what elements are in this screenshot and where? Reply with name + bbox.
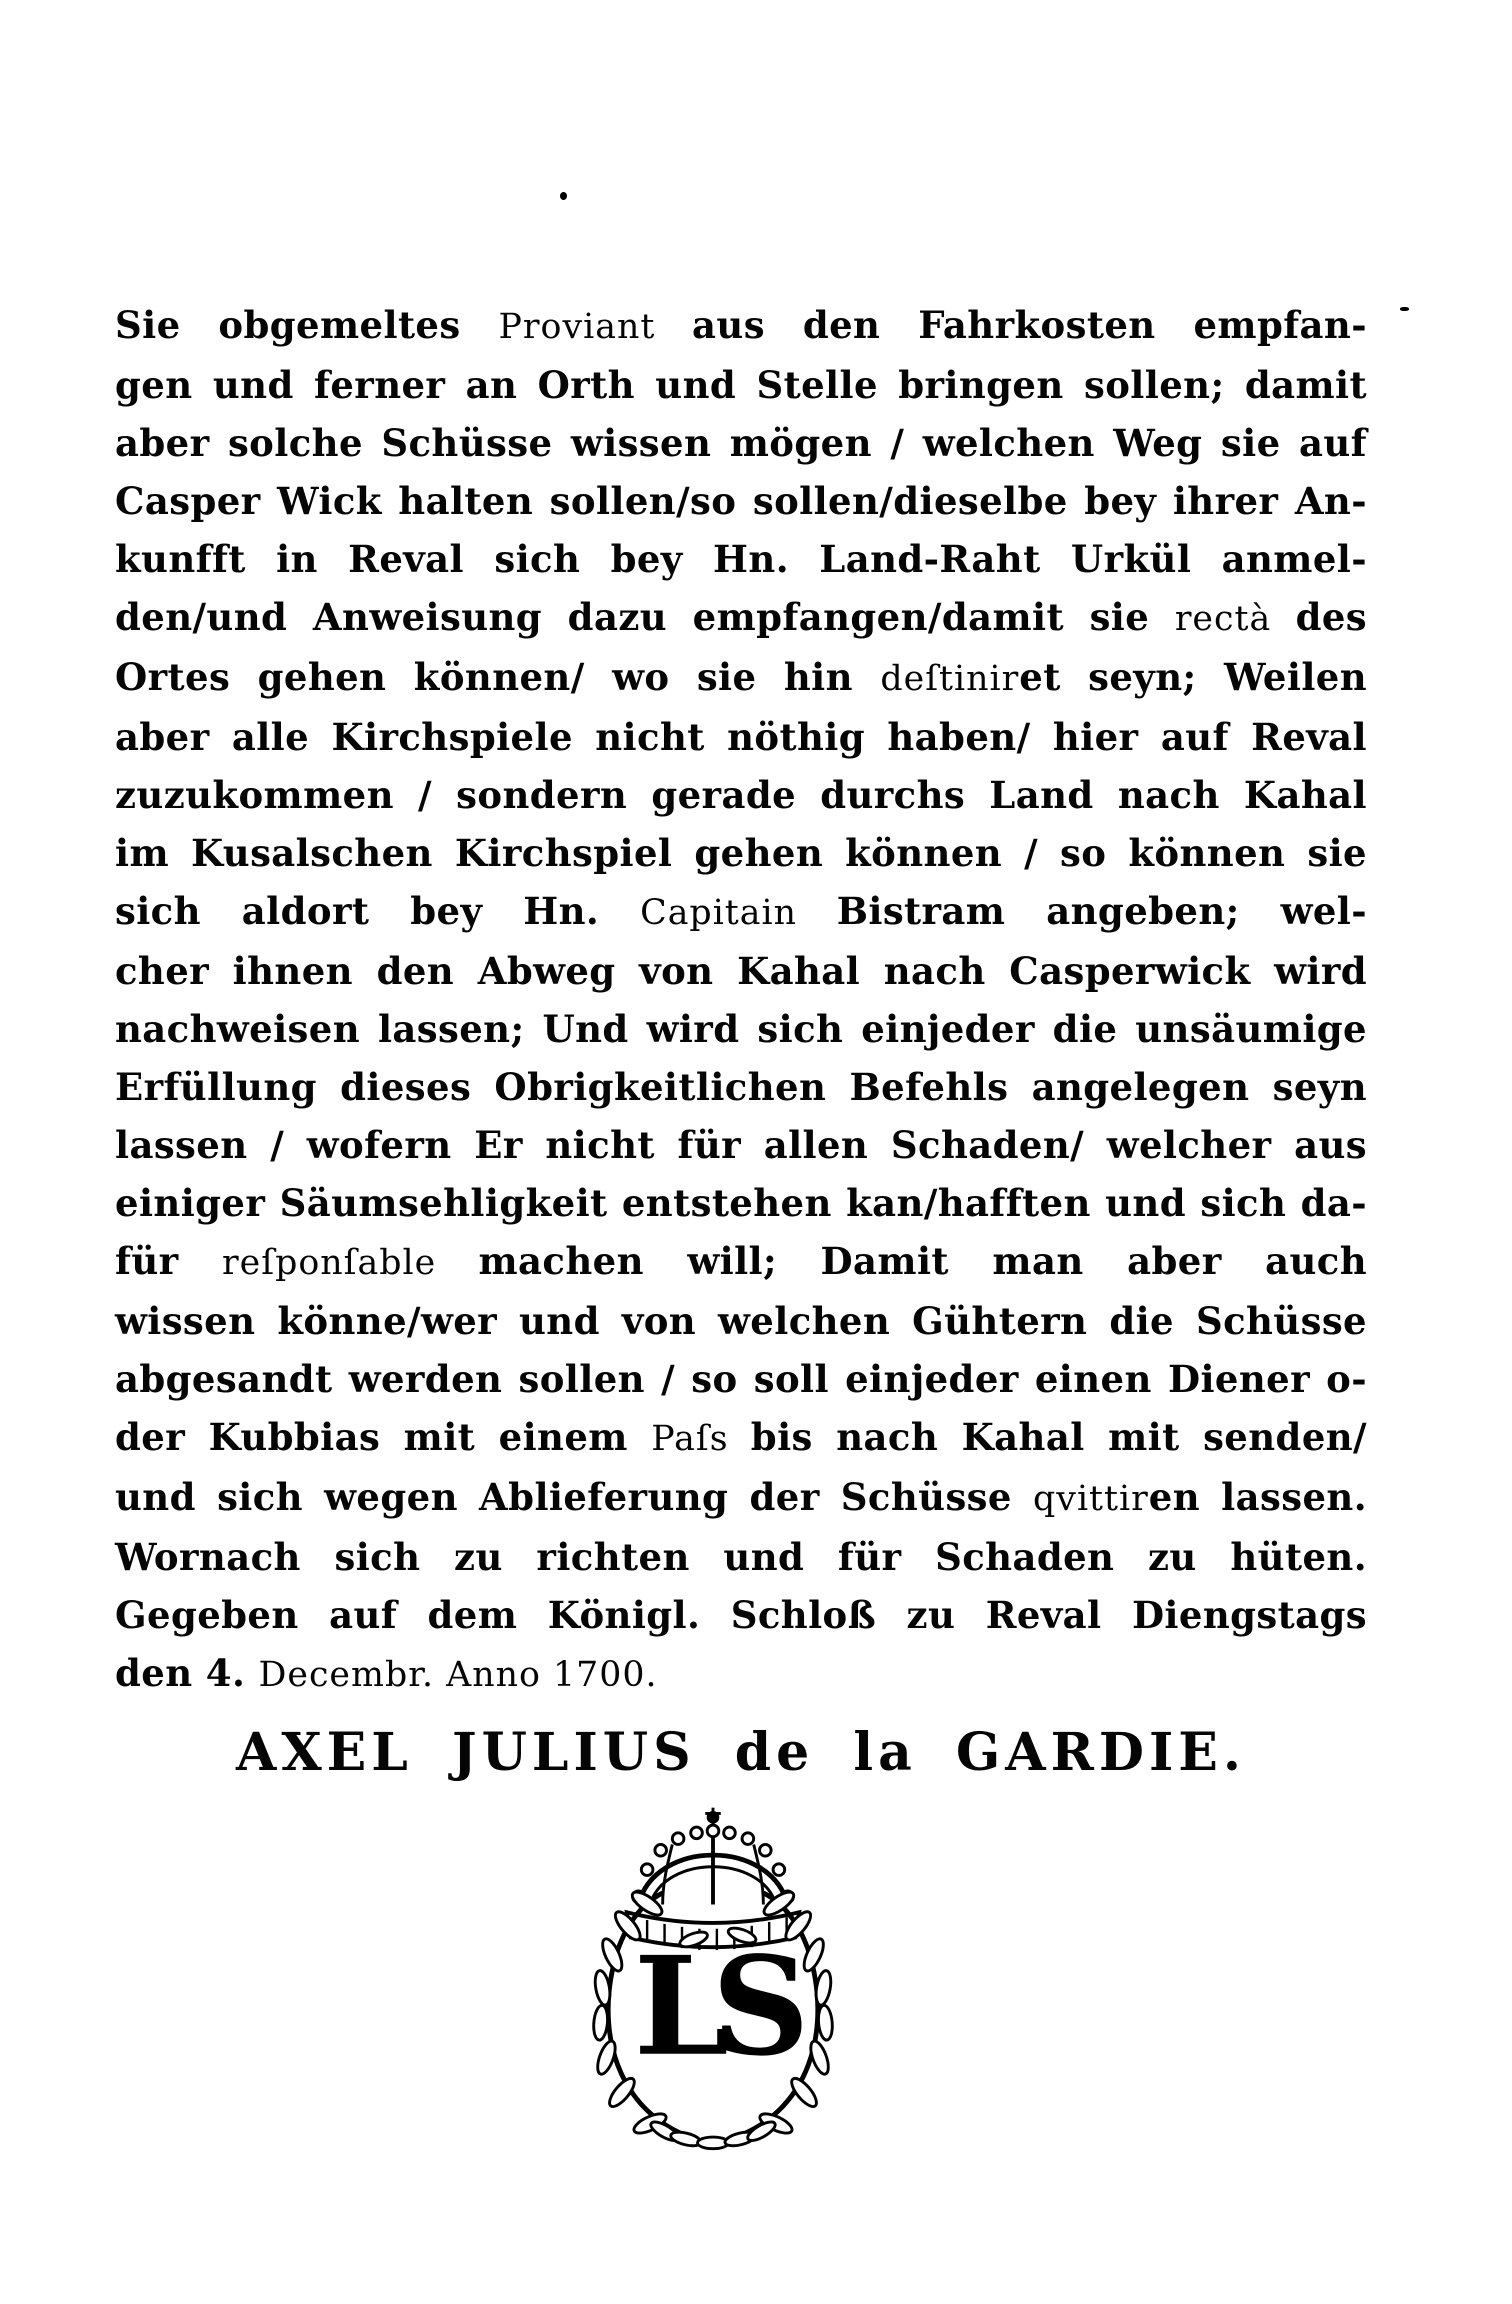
blackletter-text: sich aldort bey Hn.: [115, 889, 641, 933]
blackletter-text: lassen / wofern Er nicht für allen Schaden/ welcher aus: [115, 1123, 1367, 1167]
text-line: [115, 1292, 1367, 1350]
blackletter-text: im Kusalschen Kirchspiel gehen können / so können sie: [115, 831, 1367, 875]
text-line: [115, 1644, 1367, 1704]
text-line: [115, 414, 1367, 472]
text-line: [115, 1058, 1367, 1116]
ink-speck: [560, 192, 567, 200]
blackletter-text: gen und ferner an Orth und Stelle bringen sollen; damit: [115, 363, 1367, 407]
antiqua-text: deſtinir: [880, 659, 1020, 699]
text-line: [115, 1000, 1367, 1058]
antiqua-text: Paſs: [651, 1419, 751, 1459]
antiqua-text: Proviant: [498, 307, 693, 347]
text-line: [115, 708, 1367, 766]
blackletter-text: Ortes gehen können/ wo sie hin: [115, 655, 881, 699]
blackletter-text: en lassen.: [1148, 1475, 1367, 1519]
antiqua-text: reſponſable: [222, 1243, 479, 1283]
seal-graphic: [558, 1798, 868, 2168]
antiqua-text: qvittir: [1033, 1479, 1149, 1519]
text-line: [115, 882, 1367, 942]
text-line: [115, 1528, 1367, 1586]
blackletter-text: und sich wegen Ablieferung der Schüsse: [115, 1475, 1034, 1519]
blackletter-text: bis nach Kahal mit senden/: [750, 1415, 1367, 1459]
text-line: [115, 1350, 1367, 1408]
blackletter-text: abgesandt werden sollen / so soll einjeder einen Diener o-: [115, 1357, 1367, 1401]
signature: AXEL JULIUS de la GARDIE.: [235, 1722, 1247, 1783]
blackletter-text: machen will; Damit man aber auch: [478, 1239, 1367, 1283]
text-line: [115, 766, 1367, 824]
text-line: [115, 588, 1367, 648]
blackletter-text: zuzukommen / sondern gerade durchs Land nach Kahal: [115, 773, 1367, 817]
blackletter-text: Wornach sich zu richten und für Schaden zu hüten.: [115, 1535, 1367, 1579]
blackletter-text: den/und Anweisung dazu empfangen/damit sie: [115, 595, 1175, 639]
blackletter-text: einiger Säumsehligkeit entstehen kan/hafften und sich da-: [115, 1181, 1367, 1225]
text-line: [115, 472, 1367, 530]
document-text: [115, 296, 1367, 1704]
blackletter-text: kunfft in Reval sich bey Hn. Land-Raht Urkül anmel-: [115, 537, 1367, 581]
antiqua-text: rectà: [1174, 599, 1296, 639]
blackletter-text: nachweisen lassen; Und wird sich einjeder die unsäumige: [115, 1007, 1367, 1051]
blackletter-text: aber alle Kirchspiele nicht nöthig haben/ hier auf Reval: [115, 715, 1367, 759]
blackletter-text: den 4.: [115, 1651, 259, 1695]
blackletter-text: aber solche Schüsse wissen mögen / welchen Weg sie auf: [115, 421, 1367, 465]
blackletter-text: Gegeben auf dem Königl. Schloß zu Reval Diengstags: [115, 1593, 1367, 1637]
text-line: [115, 942, 1367, 1000]
blackletter-text: Erfüllung dieses Obrigkeitlichen Befehls angelegen seyn: [115, 1065, 1367, 1109]
text-line: [115, 356, 1367, 414]
text-line: [115, 1232, 1367, 1292]
ink-speck: [1400, 307, 1409, 311]
blackletter-text: et seyn; Weilen: [1019, 655, 1368, 699]
text-line: [115, 1586, 1367, 1644]
blackletter-text: aus den Fahrkosten empfan-: [692, 303, 1367, 347]
blackletter-text: für: [115, 1239, 223, 1283]
seal: [558, 1798, 868, 2168]
blackletter-text: Sie obgemeltes: [115, 303, 499, 347]
antiqua-text: Decembr. Anno 1700.: [258, 1655, 658, 1695]
text-line: [115, 824, 1367, 882]
blackletter-text: der Kubbias mit einem: [115, 1415, 652, 1459]
text-line: [115, 1468, 1367, 1528]
text-line: [115, 1174, 1367, 1232]
text-line: [115, 530, 1367, 588]
antiqua-text: Capitain: [640, 893, 837, 933]
blackletter-text: des: [1295, 595, 1368, 639]
blackletter-text: Casper Wick halten sollen/so sollen/dieselbe bey ihrer An-: [115, 479, 1367, 523]
text-line: [115, 296, 1367, 356]
blackletter-text: Bistram angeben; wel-: [836, 889, 1367, 933]
text-line: [115, 648, 1367, 708]
blackletter-text: cher ihnen den Abweg von Kahal nach Casperwick wird: [115, 949, 1367, 993]
text-line: [115, 1408, 1367, 1468]
seal-monogram: LS: [633, 1926, 793, 2086]
text-line: [115, 1116, 1367, 1174]
blackletter-text: wissen könne/wer und von welchen Gühtern die Schüsse: [115, 1299, 1367, 1343]
